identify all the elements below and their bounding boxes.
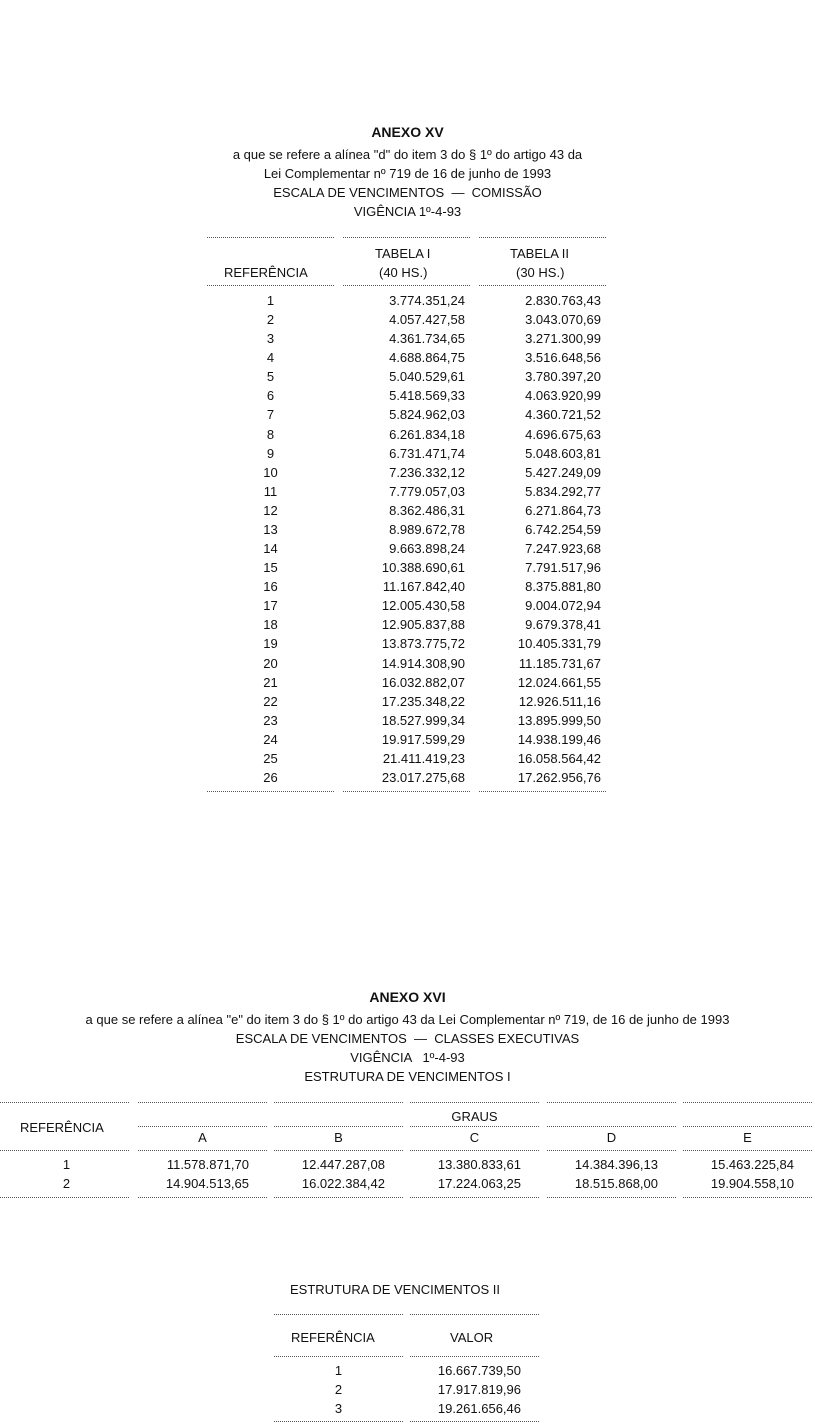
referencia-cell: 6 [266, 388, 275, 404]
estrutura-i-header-c: C [469, 1130, 480, 1145]
referencia-cell: 22 [263, 693, 278, 709]
table-row [0, 673, 815, 692]
table-row [0, 730, 815, 749]
grau-e-cell: 15.463.225,84 [710, 1157, 794, 1172]
tabela-2-cell: 6.742.254,59 [525, 521, 601, 537]
tabela-2-cell: 3.516.648,56 [525, 350, 601, 366]
tabela-2-cell: 4.696.675,63 [525, 426, 601, 442]
referencia-cell: 8 [266, 426, 275, 442]
table-row [0, 558, 815, 577]
tabela-1-cell: 5.040.529,61 [389, 369, 465, 385]
estrutura-i-header-b: B [334, 1130, 343, 1145]
tabela-1-cell: 18.527.999,34 [381, 712, 465, 728]
header-tabela-1-hours: (40 HS.) [379, 265, 428, 280]
anexo-xvi-subtitle-3: VIGÊNCIA 1º-4-93 [350, 1050, 465, 1065]
tabela-2-cell: 4.063.920,99 [525, 388, 601, 404]
tabela-1-cell: 11.167.842,40 [382, 579, 465, 595]
referencia-cell: 7 [266, 407, 275, 423]
referencia-cell: 4 [266, 350, 275, 366]
table-row [0, 1361, 815, 1380]
referencia-cell: 17 [263, 598, 278, 614]
table-row [0, 768, 815, 787]
tabela-1-cell: 6.261.834,18 [389, 426, 465, 442]
referencia-cell: 24 [263, 731, 278, 747]
table-row [0, 291, 815, 310]
tabela-2-cell: 7.247.923,68 [525, 541, 601, 557]
table-row [0, 520, 815, 539]
referencia-cell: 21 [263, 674, 278, 690]
anexo-xvi-subtitle-2: ESCALA DE VENCIMENTOS — CLASSES EXECUTIVAS [235, 1031, 580, 1046]
referencia-cell: 23 [263, 712, 278, 728]
referencia-cell: 15 [263, 560, 278, 576]
tabela-1-cell: 3.774.351,24 [389, 293, 465, 308]
grau-c-cell: 13.380.833,61 [437, 1157, 521, 1172]
table-row [0, 692, 815, 711]
tabela-2-cell: 3.780.397,20 [525, 369, 601, 385]
tabela-2-cell: 2.830.763,43 [525, 293, 601, 308]
grau-a-cell: 14.904.513,65 [165, 1176, 249, 1191]
referencia-cell: 16 [263, 579, 278, 595]
header-referencia: REFERÊNCIA [224, 265, 308, 280]
table-row [0, 711, 815, 730]
tabela-1-cell: 10.388.690,61 [381, 560, 465, 576]
table-row [0, 425, 815, 444]
tabela-1-cell: 9.663.898,24 [389, 541, 465, 557]
table-row [0, 615, 815, 634]
grau-d-cell: 14.384.396,13 [574, 1157, 658, 1172]
tabela-1-cell: 21.411.419,23 [382, 750, 465, 766]
table-row [0, 1399, 815, 1418]
tabela-1-cell: 8.989.672,78 [389, 521, 465, 537]
tabela-2-cell: 13.895.999,50 [517, 712, 601, 728]
referencia-cell: 14 [263, 541, 278, 557]
referencia-cell: 9 [266, 445, 275, 461]
tabela-2-cell: 7.791.517,96 [525, 560, 601, 576]
tabela-2-cell: 12.024.661,55 [517, 674, 601, 690]
estrutura-i-header-referencia: REFERÊNCIA [20, 1120, 104, 1135]
referencia-cell: 2 [266, 312, 275, 328]
anexo-xv-subtitle-4: VIGÊNCIA 1º-4-93 [353, 204, 462, 219]
grau-b-cell: 12.447.287,08 [301, 1157, 385, 1172]
referencia-cell: 12 [263, 502, 278, 518]
referencia-cell: 20 [263, 655, 278, 671]
table-row [0, 501, 815, 520]
tabela-1-cell: 5.418.569,33 [389, 388, 465, 404]
tabela-1-cell: 4.361.734,65 [389, 331, 465, 347]
table-row [0, 386, 815, 405]
table-row [0, 367, 815, 386]
anexo-xv-subtitle-2: Lei Complementar nº 719 de 16 de junho de 1993 [263, 166, 552, 181]
anexo-xvi-title: ANEXO XVI [369, 989, 446, 1005]
table-row [0, 539, 815, 558]
header-tabela-2: TABELA II [510, 246, 570, 261]
tabela-1-cell: 8.362.486,31 [389, 502, 465, 518]
referencia-cell: 3 [266, 331, 275, 347]
grau-d-cell: 18.515.868,00 [574, 1176, 658, 1191]
tabela-2-cell: 6.271.864,73 [525, 502, 601, 518]
table-row [0, 1174, 815, 1193]
table-row [0, 463, 815, 482]
tabela-2-cell: 10.405.331,79 [517, 636, 601, 652]
table-row [0, 310, 815, 329]
referencia-cell: 1 [334, 1363, 343, 1378]
tabela-1-cell: 13.873.775,72 [381, 636, 465, 652]
tabela-2-cell: 14.938.199,46 [517, 731, 601, 747]
tabela-2-cell: 17.262.956,76 [517, 770, 601, 785]
tabela-2-cell: 16.058.564,42 [517, 750, 601, 766]
table-row [0, 482, 815, 501]
estrutura-ii-header-valor: VALOR [450, 1330, 494, 1345]
tabela-1-cell: 23.017.275,68 [381, 770, 465, 785]
tabela-2-cell: 11.185.731,67 [518, 655, 601, 671]
table-row [0, 329, 815, 348]
anexo-xvi-subtitle-1: a que se refere a alínea "e" do item 3 do § 1º do artigo 43 da Lei Complementar nº 719, de 16 de junho de 1993 [85, 1012, 730, 1027]
referencia-cell: 25 [263, 750, 278, 766]
grau-e-cell: 19.904.558,10 [710, 1176, 794, 1191]
table-row [0, 1380, 815, 1399]
table-row [0, 444, 815, 463]
estrutura-ii-header-referencia: REFERÊNCIA [291, 1330, 375, 1345]
grau-a-cell: 11.578.871,70 [166, 1157, 249, 1172]
anexo-xv-subtitle-1: a que se refere a alínea "d" do item 3 do § 1º do artigo 43 da [232, 147, 583, 162]
tabela-1-cell: 16.032.882,07 [381, 674, 465, 690]
grau-b-cell: 16.022.384,42 [301, 1176, 385, 1191]
estrutura-i-header-d: D [606, 1130, 617, 1145]
header-tabela-2-hours: (30 HS.) [516, 265, 565, 280]
valor-cell: 16.667.739,50 [437, 1363, 521, 1378]
tabela-1-cell: 7.236.332,12 [389, 464, 465, 480]
table-row [0, 348, 815, 367]
tabela-2-cell: 5.427.249,09 [525, 464, 601, 480]
tabela-1-cell: 7.779.057,03 [389, 483, 465, 499]
estrutura-i-header-e: E [743, 1130, 752, 1145]
tabela-1-cell: 19.917.599,29 [381, 731, 465, 747]
tabela-2-cell: 4.360.721,52 [525, 407, 601, 423]
table-row [0, 749, 815, 768]
table-row [0, 654, 815, 673]
anexo-xv-title: ANEXO XV [371, 124, 444, 140]
referencia-cell: 26 [263, 770, 278, 785]
table-row [0, 577, 815, 596]
anexo-xvi-subtitle-4: ESTRUTURA DE VENCIMENTOS I [304, 1069, 511, 1084]
anexo-xv-subtitle-3: ESCALA DE VENCIMENTOS — COMISSÃO [273, 185, 542, 200]
tabela-1-cell: 6.731.471,74 [389, 445, 465, 461]
referencia-cell: 18 [263, 617, 278, 633]
grau-c-cell: 17.224.063,25 [437, 1176, 521, 1191]
tabela-2-cell: 12.926.511,16 [518, 693, 601, 709]
tabela-2-cell: 5.834.292,77 [525, 483, 601, 499]
tabela-1-cell: 12.905.837,88 [381, 617, 465, 633]
tabela-2-cell: 3.043.070,69 [525, 312, 601, 328]
tabela-2-cell: 5.048.603,81 [525, 445, 601, 461]
referencia-cell: 1 [62, 1157, 71, 1172]
tabela-2-cell: 3.271.300,99 [525, 331, 601, 347]
referencia-cell: 5 [266, 369, 275, 385]
tabela-1-cell: 14.914.308,90 [381, 655, 465, 671]
tabela-2-cell: 9.004.072,94 [525, 598, 601, 614]
tabela-1-cell: 17.235.348,22 [381, 693, 465, 709]
tabela-2-cell: 8.375.881,80 [525, 579, 601, 595]
table-row [0, 634, 815, 653]
referencia-cell: 2 [62, 1176, 71, 1191]
estrutura-i-header-a: A [198, 1130, 207, 1145]
estrutura-i-header-graus: GRAUS [451, 1109, 498, 1124]
referencia-cell: 3 [334, 1401, 343, 1416]
tabela-1-cell: 5.824.962,03 [389, 407, 465, 423]
estrutura-ii-title: ESTRUTURA DE VENCIMENTOS II [290, 1282, 500, 1297]
referencia-cell: 13 [263, 521, 278, 537]
referencia-cell: 11 [263, 483, 278, 499]
tabela-2-cell: 9.679.378,41 [525, 617, 601, 633]
referencia-cell: 10 [263, 464, 278, 480]
referencia-cell: 19 [263, 636, 278, 652]
table-row [0, 596, 815, 615]
referencia-cell: 1 [266, 293, 275, 308]
valor-cell: 19.261.656,46 [437, 1401, 521, 1416]
table-row [0, 1155, 815, 1174]
referencia-cell: 2 [334, 1382, 343, 1397]
tabela-1-cell: 4.057.427,58 [389, 312, 465, 328]
tabela-1-cell: 12.005.430,58 [381, 598, 465, 614]
valor-cell: 17.917.819,96 [437, 1382, 521, 1397]
table-row [0, 405, 815, 424]
tabela-1-cell: 4.688.864,75 [389, 350, 465, 366]
header-tabela-1: TABELA I [375, 246, 431, 261]
